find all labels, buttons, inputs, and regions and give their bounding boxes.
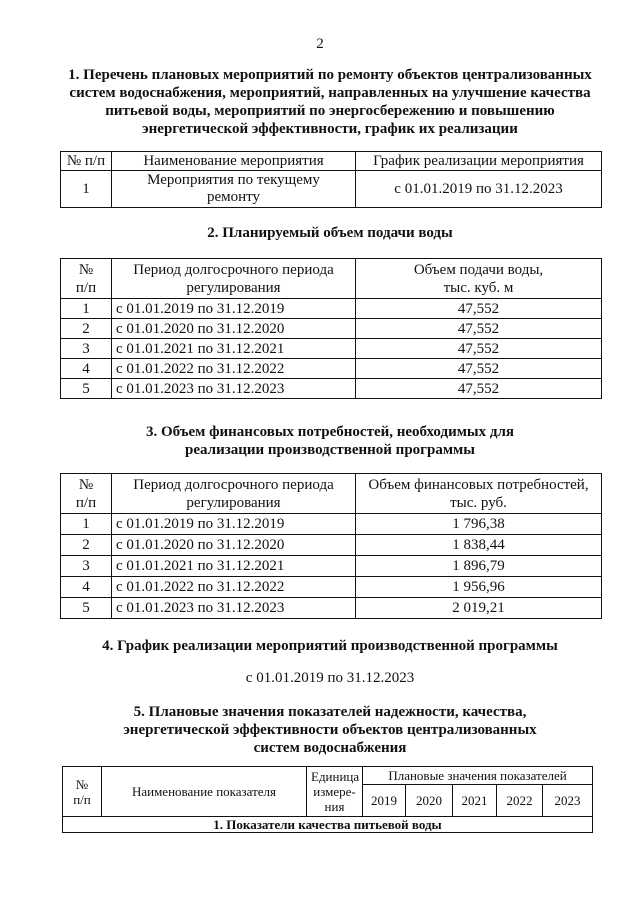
group-title: 1. Показатели качества питьевой воды [63, 817, 593, 833]
section-2-table [60, 258, 602, 399]
table-row [61, 514, 602, 535]
header-year: 2020 [406, 785, 453, 817]
row-period: с 01.01.2020 по 31.12.2020 [112, 535, 356, 556]
table-group-row [63, 817, 593, 833]
header-year: 2022 [497, 785, 543, 817]
table-row [61, 556, 602, 577]
row-value: 2 019,21 [356, 598, 602, 619]
row-period: с 01.01.2019 по 31.12.2019 [112, 299, 356, 319]
header-water-volume: Объем подачи воды, тыс. куб. м [356, 259, 602, 299]
row-period: с 01.01.2022 по 31.12.2022 [112, 577, 356, 598]
table-header-row [61, 259, 602, 299]
header-period: Период долгосрочного периода регулирования [112, 259, 356, 299]
table-row [61, 339, 602, 359]
section-1-table [60, 151, 602, 208]
table-row [61, 379, 602, 399]
row-schedule: с 01.01.2019 по 31.12.2023 [356, 171, 602, 208]
row-period: с 01.01.2021 по 31.12.2021 [112, 556, 356, 577]
row-value: 1 896,79 [356, 556, 602, 577]
row-value: 47,552 [356, 379, 602, 399]
row-number: 1 [61, 171, 112, 208]
row-number: 5 [61, 598, 112, 619]
table-row [61, 535, 602, 556]
section-2-title: 2. Планируемый объем подачи воды [207, 225, 453, 241]
table-header-row [63, 767, 593, 785]
section-3-title: 3. Объем финансовых потребностей, необходимых для реализации производственной программы [145, 424, 515, 458]
table-row [61, 359, 602, 379]
row-number: 1 [61, 299, 112, 319]
row-value: 1 956,96 [356, 577, 602, 598]
header-schedule: График реализации мероприятия [356, 152, 602, 171]
row-period: с 01.01.2021 по 31.12.2021 [112, 339, 356, 359]
header-year: 2019 [363, 785, 406, 817]
table-row [61, 171, 602, 208]
header-year: 2021 [453, 785, 497, 817]
header-indicator-name: Наименование показателя [102, 767, 307, 817]
table-row [61, 319, 602, 339]
header-unit: Единица измере- ния [307, 767, 363, 817]
section-5-title: 5. Плановые значения показателей надежности, качества, энергетической эффективности объектов централизованных систем водоснабжения [123, 704, 537, 756]
page-number: 2 [316, 36, 324, 52]
row-value: 47,552 [356, 299, 602, 319]
row-period: с 01.01.2020 по 31.12.2020 [112, 319, 356, 339]
row-number: 3 [61, 339, 112, 359]
header-number: № п/п [61, 474, 112, 514]
row-period: с 01.01.2022 по 31.12.2022 [112, 359, 356, 379]
table-header-row [61, 152, 602, 171]
row-number: 4 [61, 359, 112, 379]
row-number: 2 [61, 319, 112, 339]
row-number: 5 [61, 379, 112, 399]
table-row [61, 577, 602, 598]
row-number: 1 [61, 514, 112, 535]
row-number: 3 [61, 556, 112, 577]
header-period: Период долгосрочного периода регулирования [112, 474, 356, 514]
row-value: 1 796,38 [356, 514, 602, 535]
section-4-period: с 01.01.2019 по 31.12.2023 [245, 670, 415, 686]
row-value: 47,552 [356, 359, 602, 379]
row-name: Мероприятия по текущему ремонту [112, 171, 356, 208]
row-period: с 01.01.2023 по 31.12.2023 [112, 598, 356, 619]
section-3-table [60, 473, 602, 619]
header-number: № п/п [61, 259, 112, 299]
row-value: 47,552 [356, 319, 602, 339]
section-1-title: 1. Перечень плановых мероприятий по ремонту объектов централизованных систем водоснабжения, мероприятий, направленных на улучшение качества питьевой воды, мероприятий по энергосбережению и повышению энергетической эффективности, график их реализации [68, 67, 592, 137]
row-number: 4 [61, 577, 112, 598]
table-row [61, 598, 602, 619]
table-header-row [61, 474, 602, 514]
header-number: № п/п [61, 152, 112, 171]
row-period: с 01.01.2023 по 31.12.2023 [112, 379, 356, 399]
header-number: № п/п [63, 767, 102, 817]
row-value: 1 838,44 [356, 535, 602, 556]
row-value: 47,552 [356, 339, 602, 359]
table-row [61, 299, 602, 319]
row-number: 2 [61, 535, 112, 556]
header-planned-values: Плановые значения показателей [363, 767, 593, 785]
header-name: Наименование мероприятия [112, 152, 356, 171]
header-financial-needs: Объем финансовых потребностей, тыс. руб. [356, 474, 602, 514]
section-4-title: 4. График реализации мероприятий производственной программы [102, 638, 558, 654]
section-5-table [62, 766, 593, 833]
row-period: с 01.01.2019 по 31.12.2019 [112, 514, 356, 535]
header-year: 2023 [543, 785, 593, 817]
